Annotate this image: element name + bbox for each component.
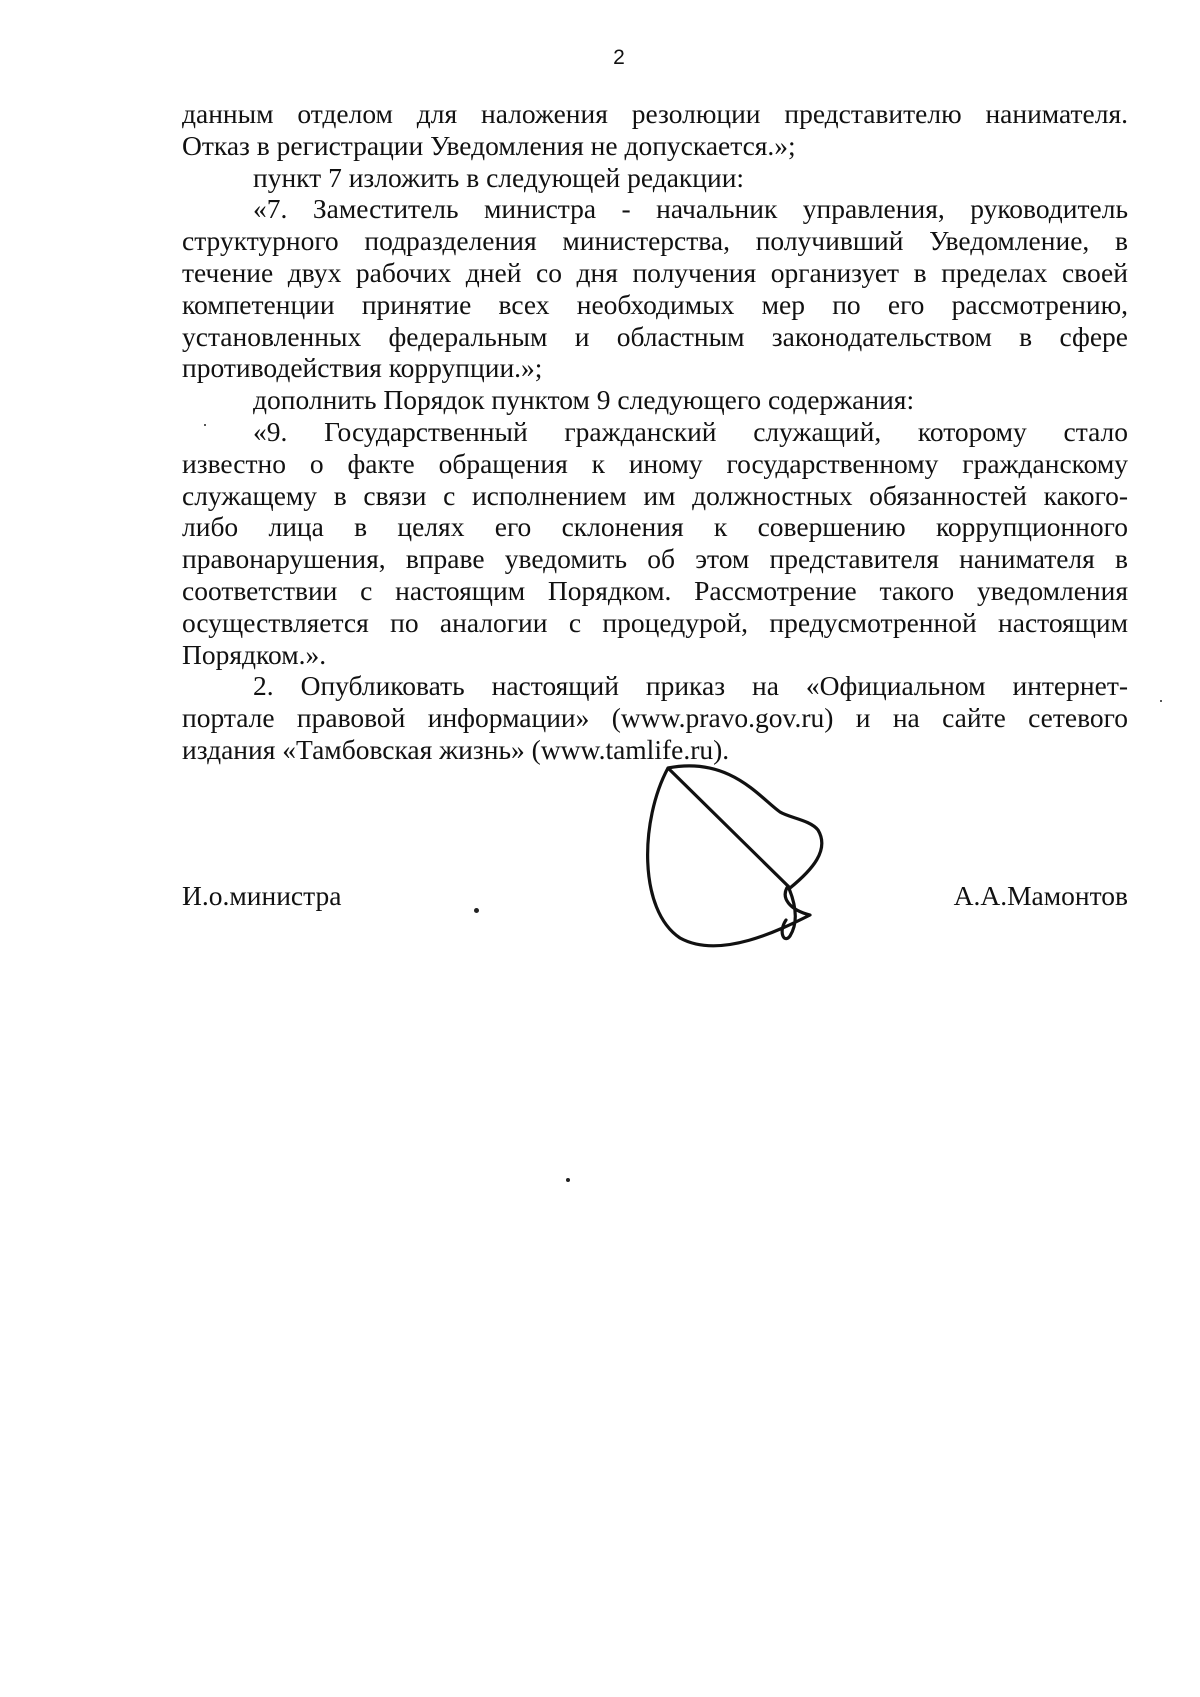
document-body (182, 98, 1128, 766)
text-line: портале правовой информации» (www.pravo.gov.ru) и на сайте сетевого (182, 702, 1128, 734)
scan-speck (566, 1178, 570, 1182)
page-number: 2 (613, 46, 625, 69)
text-line: Порядком.». (182, 638, 327, 670)
text-line: издания «Тамбовская жизнь» (www.tamlife.ru). (182, 733, 730, 765)
text-line: либо лица в целях его склонения к совершению коррупционного (182, 511, 1128, 543)
text-line: соответствии с настоящим Порядком. Рассмотрение такого уведомления (182, 574, 1128, 606)
text-line: пункт 7 изложить в следующей редакции: (253, 161, 745, 193)
text-line: противодействия коррупции.»; (182, 352, 543, 384)
text-line: служащему в связи с исполнением им должностных обязанностей какого- (182, 479, 1128, 511)
scan-speck (474, 908, 479, 913)
text-line: 2. Опубликовать настоящий приказ на «Официальном интернет- (253, 670, 1128, 702)
scan-speck (204, 424, 206, 426)
text-line: «9. Государственный гражданский служащий, которому стало (253, 415, 1128, 447)
text-line: осуществляется по аналогии с процедурой, предусмотренной настоящим (182, 606, 1128, 638)
text-line: установленных федеральным и областным законодательством в сфере (182, 320, 1128, 352)
text-line: дополнить Порядок пунктом 9 следующего содержания: (253, 384, 915, 416)
text-line: Отказ в регистрации Уведомления не допускается.»; (182, 129, 796, 161)
handwritten-signature (640, 760, 880, 950)
signatory-position: И.о.министра (182, 880, 342, 911)
text-line: структурного подразделения министерства, получивший Уведомление, в (182, 225, 1128, 257)
text-line: «7. Заместитель министра - начальник управления, руководитель (253, 193, 1128, 225)
text-line: правонарушения, вправе уведомить об этом представителя нанимателя в (182, 543, 1128, 575)
scan-speck (1160, 700, 1162, 702)
text-line: течение двух рабочих дней со дня получения организует в пределах своей (182, 256, 1128, 288)
text-line: компетенции принятие всех необходимых мер по его рассмотрению, (182, 288, 1128, 320)
signatory-name: А.А.Мамонтов (953, 880, 1128, 911)
text-line: данным отделом для наложения резолюции представителю нанимателя. (182, 98, 1128, 129)
text-line: известно о факте обращения к иному государственному гражданскому (182, 447, 1128, 479)
